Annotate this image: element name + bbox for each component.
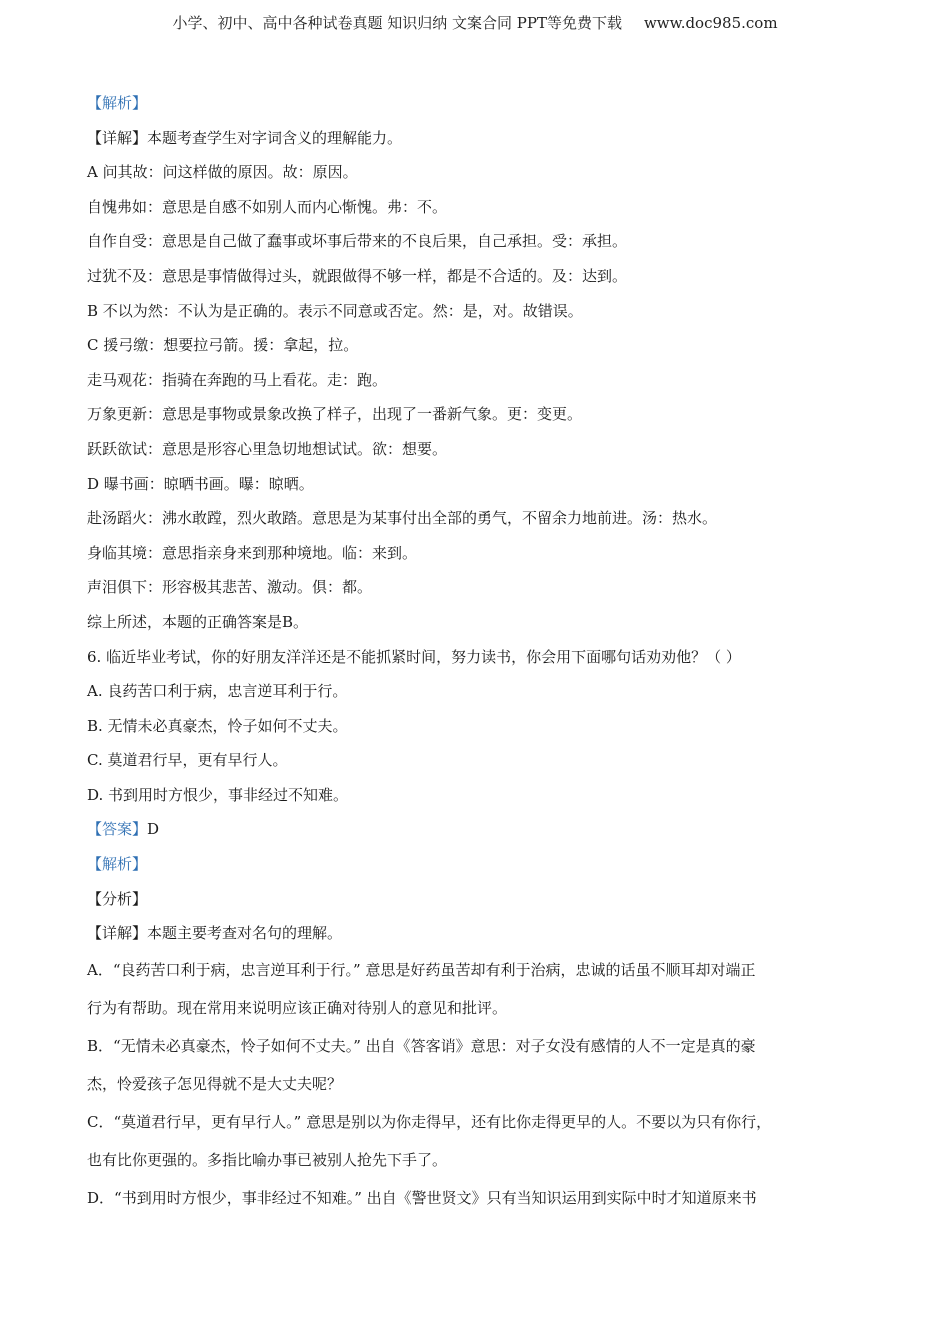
q6-option-d: D. 书到用时方恨少，事非经过不知难。 [87, 785, 349, 804]
q5-line: A 问其故：问这样做的原因。故：原因。 [87, 163, 358, 182]
q6-para: B．“无情未必真豪杰，怜子如何不丈夫。” 出自《答客诮》意思：对子女没有感情的人不一定是真的豪 [87, 1036, 756, 1055]
q5-line: 跃跃欲试：意思是形容心里急切地想试试。欲：想要。 [87, 439, 448, 458]
q6-para: C．“莫道君行早，更有早行人。” 意思是别以为你走得早，还有比你走得更早的人。不要以为只有你行， [87, 1112, 772, 1131]
q6-question: 6. 临近毕业考试，你的好朋友洋洋还是不能抓紧时间，努力读书，你会用下面哪句话劝劝他？（ ） [87, 647, 741, 666]
q6-detail: 【详解】本题主要考查对名句的理解。 [87, 924, 343, 943]
q6-para: D．“书到用时方恨少，事非经过不知难。” 出自《警世贤文》只有当知识运用到实际中时才知道原来书 [87, 1188, 757, 1207]
q5-line: 综上所述，本题的正确答案是B。 [87, 612, 309, 631]
q6-fenxi: 【分析】 [87, 889, 148, 908]
q6-analysis-tag: 【解析】 [87, 855, 148, 874]
q6-answer [87, 812, 877, 847]
q5-line: 走马观花：指骑在奔跑的马上看花。走：跑。 [87, 370, 388, 389]
q5-line: 声泪俱下：形容极其悲苦、激动。俱：都。 [87, 578, 373, 597]
document-body [87, 86, 877, 1217]
q5-line: B 不以为然：不认为是正确的。表示不同意或否定。然：是，对。故错误。 [87, 301, 583, 320]
page-header [0, 12, 950, 33]
q6-para: 行为有帮助。现在常用来说明应该正确对待别人的意见和批评。 [87, 998, 508, 1017]
q6-para: 也有比你更强的。多指比喻办事已被别人抢先下手了。 [87, 1150, 448, 1169]
answer-value: D [147, 820, 160, 839]
q5-line: 自愧弗如：意思是自感不如别人而内心惭愧。弗：不。 [87, 197, 448, 216]
q5-line: D 曝书画：晾晒书画。曝：晾晒。 [87, 474, 314, 493]
q5-line: 自作自受：意思是自己做了蠢事或坏事后带来的不良后果，自己承担。受：承担。 [87, 232, 628, 251]
q6-para: 杰，怜爱孩子怎见得就不是大丈夫呢？ [87, 1074, 343, 1093]
q5-line: 身临其境：意思指亲身来到那种境地。临：来到。 [87, 543, 418, 562]
q5-analysis-tag: 【解析】 [87, 94, 148, 112]
q5-line: 万象更新：意思是事物或景象改换了样子，出现了一番新气象。更：变更。 [87, 405, 583, 424]
q5-line: C 援弓缴：想要拉弓箭。援：拿起，拉。 [87, 336, 359, 355]
q6-option-c: C. 莫道君行早，更有早行人。 [87, 751, 288, 770]
header-text: 小学、初中、高中各种试卷真题 知识归纳 文案合同 PPT等免费下载 [172, 14, 622, 32]
q5-line: 赴汤蹈火：沸水敢蹚，烈火敢踏。意思是为某事付出全部的勇气，不留余力地前进。汤：热水。 [87, 509, 718, 528]
answer-tag: 【答案】 [87, 820, 148, 839]
header-url: www.doc985.com [643, 14, 778, 32]
q6-option-a: A. 良药苦口利于病，忠言逆耳利于行。 [87, 682, 348, 701]
q5-line: 过犹不及：意思是事情做得过头，就跟做得不够一样，都是不合适的。及：达到。 [87, 266, 628, 285]
q6-option-b: B. 无情未必真豪杰，怜子如何不丈夫。 [87, 716, 348, 735]
q5-line: 【详解】本题考查学生对字词含义的理解能力。 [87, 128, 403, 147]
q6-para: A．“良药苦口利于病，忠言逆耳利于行。” 意思是好药虽苦却有利于治病，忠诚的话虽不顺耳却对端正 [87, 960, 756, 979]
